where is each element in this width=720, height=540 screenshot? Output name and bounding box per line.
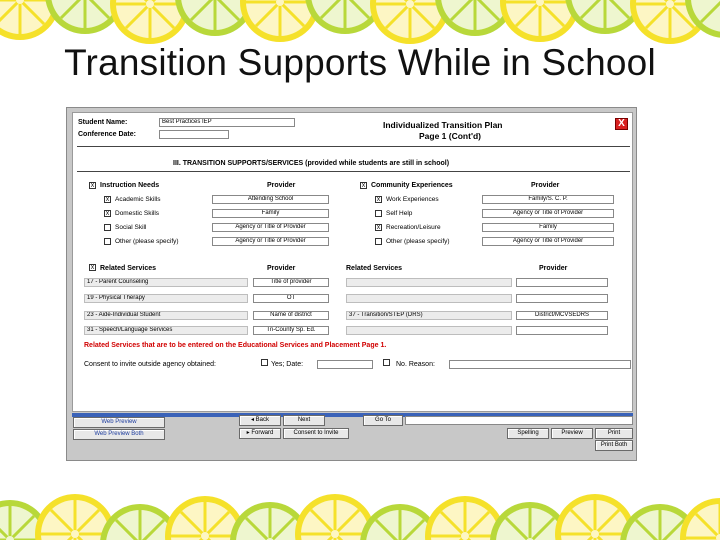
back-label: Back: [255, 417, 270, 423]
conference-date-field[interactable]: [159, 130, 229, 139]
close-button[interactable]: X: [615, 118, 628, 130]
related-provider-right-1[interactable]: [516, 278, 608, 287]
related-provider-left-2[interactable]: OT: [253, 294, 329, 303]
consent-reason-field[interactable]: [449, 360, 631, 369]
related-provider-header-2: Provider: [539, 265, 568, 272]
related-service-left-4[interactable]: 31 - Speech/Language Services: [84, 326, 248, 335]
related-service-left-1[interactable]: 17 - Parent Counseling: [84, 278, 248, 287]
related-service-right-1[interactable]: [346, 278, 512, 287]
related-service-left-2[interactable]: 19 - Physical Therapy: [84, 294, 248, 303]
print-both-button[interactable]: Print Both: [595, 440, 633, 451]
form-panel: [72, 112, 633, 412]
conference-date-label: Conference Date:: [78, 131, 136, 138]
student-name-field[interactable]: Best Practices IEP: [159, 118, 295, 127]
community-experiences-checkbox[interactable]: x: [361, 182, 366, 189]
consent-date-field[interactable]: [317, 360, 373, 369]
related-provider-right-3[interactable]: District/MCVSEDRS: [516, 311, 608, 320]
instruction-needs-checkbox[interactable]: x: [90, 182, 95, 189]
related-provider-left-4[interactable]: Tri-County Sp. Ed.: [253, 326, 329, 335]
related-service-left-3[interactable]: 23 - Aide-Individual Student: [84, 311, 248, 320]
related-service-right-2[interactable]: [346, 294, 512, 303]
consent-to-invite-button[interactable]: Consent to Invite: [283, 428, 349, 439]
recreation-leisure-checkbox[interactable]: x: [376, 224, 381, 231]
related-services-notice: Related Services that are to be entered on the Educational Services and Placement Page 1.: [84, 342, 387, 349]
domestic-skills-checkbox[interactable]: x: [105, 210, 110, 217]
related-service-right-3[interactable]: 37 - Transition/STEP (DRS): [346, 311, 512, 320]
recreation-leisure-label: Recreation/Leisure: [386, 224, 441, 231]
consent-label: Consent to invite outside agency obtained:: [84, 361, 216, 368]
related-service-right-4[interactable]: [346, 326, 512, 335]
community-other-label: Other (please specify): [386, 238, 450, 245]
instruction-needs-header: Instruction Needs: [100, 182, 160, 189]
self-help-provider[interactable]: Agency or Title of Provider: [482, 209, 614, 218]
work-experiences-label: Work Experiences: [386, 196, 439, 203]
related-provider-left-3[interactable]: Name of district: [253, 311, 329, 320]
section-title: III. TRANSITION SUPPORTS/SERVICES (provided while students are still in school): [173, 160, 450, 167]
community-other-provider[interactable]: Agency or Title of Provider: [482, 237, 614, 246]
print-button[interactable]: Print: [595, 428, 633, 439]
back-arrow-icon: ◂: [250, 417, 256, 423]
community-experiences-header: Community Experiences: [371, 182, 453, 189]
work-experiences-provider[interactable]: Family/S. C. P.: [482, 195, 614, 204]
community-provider-header: Provider: [531, 182, 560, 189]
go-to-field[interactable]: [405, 416, 633, 425]
next-button[interactable]: Next: [283, 415, 325, 426]
academic-skills-label: Academic Skills: [115, 196, 161, 203]
student-name-label: Student Name:: [78, 119, 128, 126]
consent-yes-label: Yes; Date:: [271, 361, 304, 368]
back-button[interactable]: [239, 415, 281, 426]
self-help-label: Self Help: [386, 210, 413, 217]
forward-button[interactable]: [239, 428, 281, 439]
slide-title: Transition Supports While in School: [64, 42, 656, 83]
domestic-skills-provider[interactable]: Family: [212, 209, 329, 218]
academic-skills-provider[interactable]: Attending School: [212, 195, 329, 204]
social-skill-checkbox[interactable]: [104, 224, 111, 231]
instruction-other-provider[interactable]: Agency or Title of Provider: [212, 237, 329, 246]
form-subheading: Page 1 (Cont'd): [419, 131, 481, 141]
related-services-checkbox[interactable]: x: [90, 264, 95, 271]
section-divider: [77, 171, 630, 172]
transition-plan-window: [66, 107, 637, 461]
web-preview-both-button[interactable]: Web Preview Both: [73, 429, 165, 440]
spelling-button[interactable]: Spelling: [507, 428, 549, 439]
header-divider: [77, 146, 630, 147]
recreation-leisure-provider[interactable]: Family: [482, 223, 614, 232]
related-provider-left-1[interactable]: Title of provider: [253, 278, 329, 287]
instruction-other-label: Other (please specify): [115, 238, 179, 245]
instruction-other-checkbox[interactable]: [104, 238, 111, 245]
related-services-header: Related Services: [100, 265, 157, 272]
domestic-skills-label: Domestic Skills: [115, 210, 160, 217]
web-preview-button[interactable]: Web Preview: [73, 417, 165, 428]
consent-no-label: No. Reason:: [396, 361, 435, 368]
forward-label: Forward: [251, 430, 274, 436]
form-heading: Individualized Transition Plan: [383, 120, 503, 130]
self-help-checkbox[interactable]: [375, 210, 382, 217]
go-to-button[interactable]: Go To: [363, 415, 403, 426]
consent-no-checkbox[interactable]: [383, 359, 390, 366]
social-skill-provider[interactable]: Agency or Title of Provider: [212, 223, 329, 232]
community-other-checkbox[interactable]: [375, 238, 382, 245]
forward-arrow-icon: ▸: [246, 430, 252, 436]
preview-button[interactable]: Preview: [551, 428, 593, 439]
academic-skills-checkbox[interactable]: x: [105, 196, 110, 203]
related-provider-header: Provider: [267, 265, 296, 272]
related-services-header-2: Related Services: [346, 265, 403, 272]
instruction-provider-header: Provider: [267, 182, 296, 189]
work-experiences-checkbox[interactable]: x: [376, 196, 381, 203]
social-skill-label: Social Skill: [115, 224, 147, 231]
related-provider-right-4[interactable]: [516, 326, 608, 335]
consent-yes-checkbox[interactable]: [261, 359, 268, 366]
related-provider-right-2[interactable]: [516, 294, 608, 303]
